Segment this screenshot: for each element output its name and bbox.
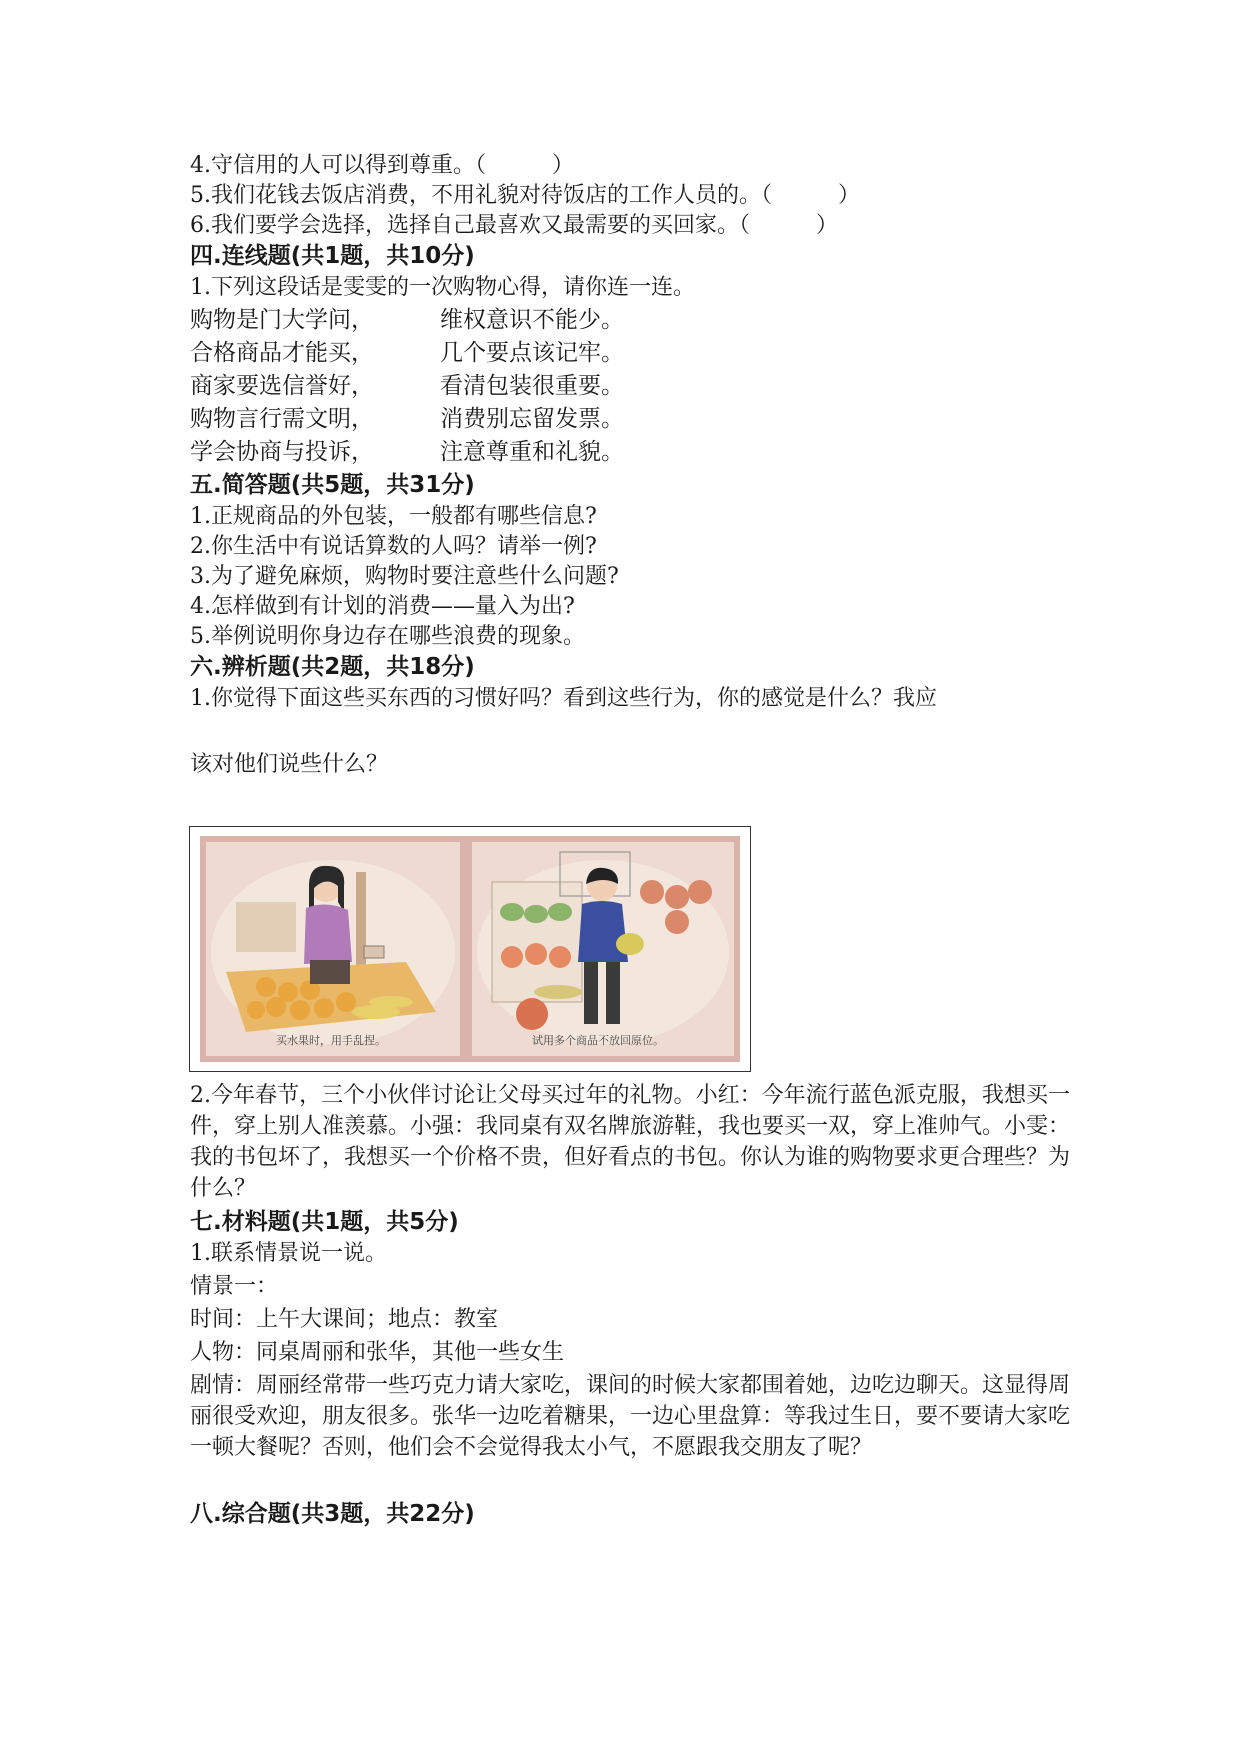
section7-heading: 七.材料题(共1题，共5分) [190, 1209, 459, 1235]
match-right-item: 几个要点该记牢。 [440, 340, 624, 366]
match-left-item: 购物言行需文明， [190, 406, 374, 432]
match-left-item: 购物是门大学问， [190, 307, 374, 333]
match-right-item: 注意尊重和礼貌。 [440, 439, 624, 465]
short-answer-1: 1.正规商品的外包装，一般都有哪些信息? [190, 504, 597, 529]
match-right-item: 看清包装很重要。 [440, 373, 624, 399]
matching-row [190, 304, 1070, 337]
section5-heading: 五.简答题(共5题，共31分) [190, 472, 475, 498]
material-plot: 剧情：周丽经常带一些巧克力请大家吃，课间的时候大家都围着她，边吃边聊天。这显得周丽很受欢迎，朋友很多。张华一边吃着糖果，一边心里盘算：等我过生日，要不要请大家吃一顿大餐呢？否则，他们会不会觉得我太小气，不愿跟我交朋友了呢？ [190, 1373, 1071, 1460]
matching-row [190, 337, 1070, 370]
analysis-q2: 2.今年春节，三个小伙伴讨论让父母买过年的礼物。小红：今年流行蓝色派克服，我想买一件，穿上别人准羡慕。小强：我同桌有双名牌旅游鞋，我也要买一双，穿上准帅气。小雯：我的书包坏了，我想买一个价格不贵，但好看点的书包。你认为谁的购物要求更合理些？为什么？ [190, 1083, 1071, 1201]
tf-item-6: 6.我们要学会选择，选择自己最喜欢又最需要的买回家。（ ） [190, 213, 838, 238]
analysis-q1-line2: 该对他们说些什么？ [190, 752, 389, 777]
match-left-item: 学会协商与投诉， [190, 439, 374, 465]
section4-heading: 四.连线题(共1题，共10分) [190, 243, 475, 269]
boy-at-shelf-drawing [472, 842, 734, 1056]
caption-left: 买水果时，用手乱捏。 [276, 1034, 386, 1047]
section4-question: 1.下列这段话是雯雯的一次购物心得，请你连一连。 [190, 275, 695, 300]
caption-right: 试用多个商品不放回原位。 [532, 1034, 664, 1047]
analysis-q1-line1: 1.你觉得下面这些买东西的习惯好吗？看到这些行为，你的感觉是什么？我应 [190, 686, 937, 711]
matching-row [190, 403, 1070, 436]
material-time: 时间：上午大课间；地点：教室 [190, 1307, 499, 1332]
short-answer-4: 4.怎样做到有计划的消费——量入为出? [190, 594, 575, 619]
short-answer-5: 5.举例说明你身边存在哪些浪费的现象。 [190, 624, 585, 649]
matching-row [190, 436, 1070, 469]
match-left-item: 合格商品才能买， [190, 340, 374, 366]
illustration-panel-shelf [472, 842, 734, 1056]
material-question: 1.联系情景说一说。 [190, 1241, 387, 1266]
material-scene: 情景一： [190, 1274, 279, 1299]
girl-squeezing-fruit-drawing [206, 842, 460, 1056]
shopping-illustration [189, 826, 751, 1072]
section6-heading: 六.辨析题(共2题，共18分) [190, 654, 475, 680]
section8-heading: 八.综合题(共3题，共22分) [190, 1501, 475, 1527]
matching-row [190, 370, 1070, 403]
tf-item-4: 4.守信用的人可以得到尊重。（ ） [190, 153, 574, 178]
tf-item-5: 5.我们花钱去饭店消费，不用礼貌对待饭店的工作人员的。（ ） [190, 183, 860, 208]
illustration-photo [200, 836, 740, 1062]
short-answer-2: 2.你生活中有说话算数的人吗？请举一例? [190, 534, 597, 559]
material-people: 人物：同桌周丽和张华，其他一些女生 [190, 1340, 565, 1365]
matching-list [190, 304, 1070, 469]
match-left-item: 商家要选信誉好， [190, 373, 374, 399]
short-answer-3: 3.为了避免麻烦，购物时要注意些什么问题? [190, 564, 619, 589]
illustration-panel-fruit [206, 842, 460, 1056]
match-right-item: 维权意识不能少。 [440, 307, 624, 333]
match-right-item: 消费别忘留发票。 [440, 406, 624, 432]
